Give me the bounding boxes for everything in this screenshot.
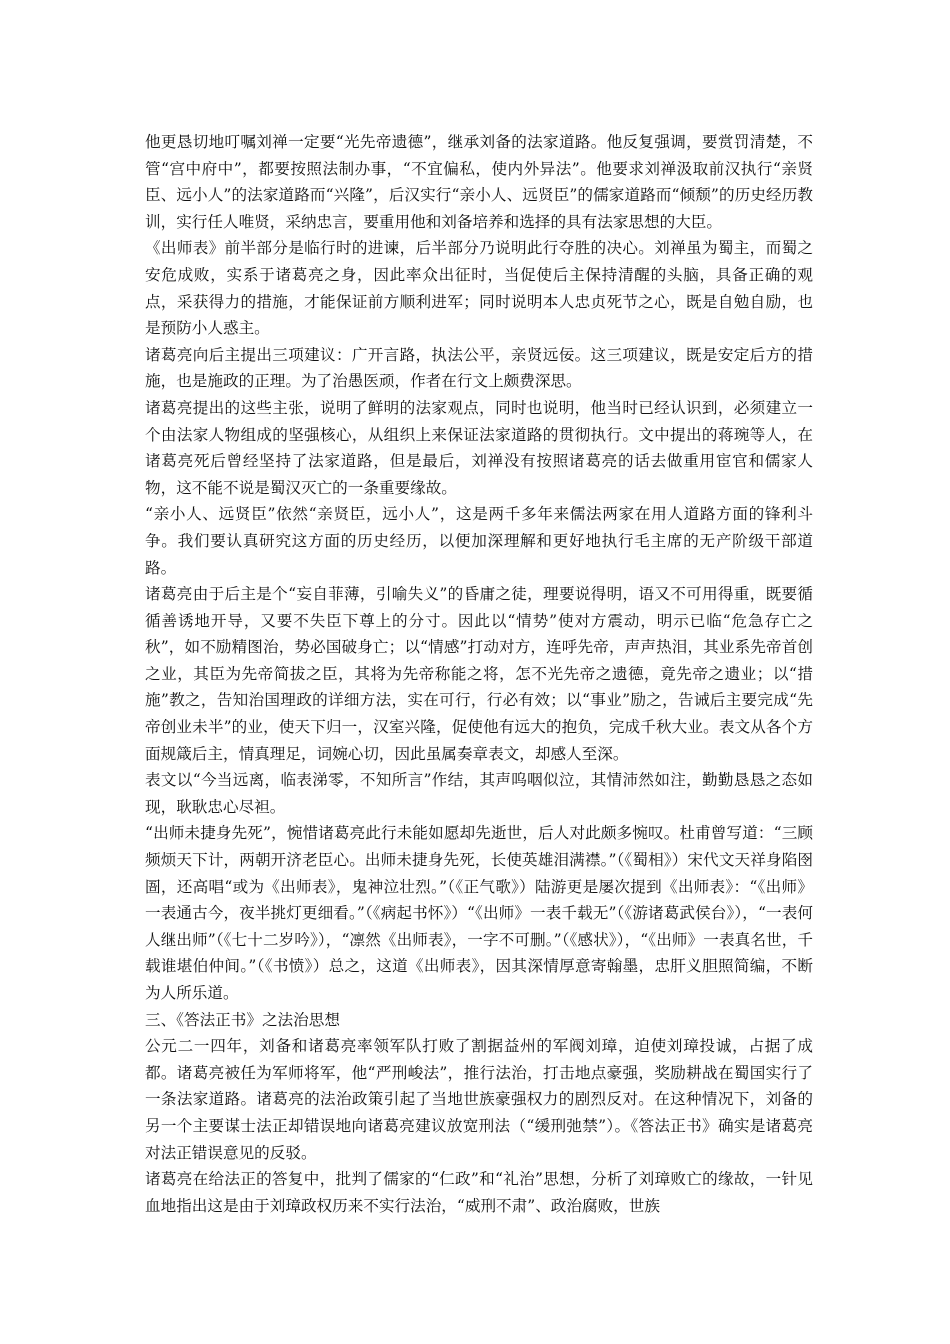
paragraph-7: 表文以“今当远离，临表涕零，不知所言”作结，其声呜咽似泣，其情沛然如注，勤勤恳恳之态如现，耿耿忠心尽袒。 xyxy=(145,771,813,816)
paragraph-1: 他更恳切地叮嘱刘禅一定要“光先帝遗德”，继承刘备的法家道路。他反复强调，要赏罚清楚，不管“宫中府中”，都要按照法制办事，“不宜偏私，使内外异法”。他要求刘禅汲取前汉执行“亲贤臣、远小人”的法家道路而“兴隆”，后汉实行“亲小人、远贤臣”的儒家道路而“倾颓”的历史经历教训，实行任人唯贤，采纳忠言，要重用他和刘备培养和选择的具有法家思想的大臣。 xyxy=(145,133,813,231)
paragraph-4: 诸葛亮提出的这些主张，说明了鲜明的法家观点，同时也说明，他当时已经认识到，必须建立一个由法家人物组成的坚强核心，从组织上来保证法家道路的贯彻执行。文中提出的蒋琬等人，在诸葛亮死后曾经坚持了法家道路，但是最后，刘禅没有按照诸葛亮的话去做重用宦官和儒家人物，这不能不说是蜀汉灭亡的一条重要缘故。 xyxy=(145,398,813,497)
paragraph-3: 诸葛亮向后主提出三项建议：广开言路，执法公平，亲贤远佞。这三项建议，既是安定后方的措施，也是施政的正理。为了治愚医顽，作者在行文上颇费深思。 xyxy=(145,345,813,391)
paragraph-6: 诸葛亮由于后主是个“妄自菲薄，引喻失义”的昏庸之徒，理要说得明，语又不可用得重，既要循循善诱地开导，又要不失臣下尊上的分寸。因此以“情势”使对方震动，明示已临“危急存亡之秋”，如不励精图治，势必国破身亡；以“情感”打动对方，连呼先帝，声声热泪，其业系先帝首创之业，其臣为先帝简拔之臣，其将为先帝称能之将，怎不光先帝之遗德，竟先帝之遗业；以“措施”教之，告知治国理政的详细方法，实在可行，行必有效；以“事业”励之，告诫后主要完成“先帝创业未半”的业，使天下归一，汉室兴隆，促使他有远大的抱负，完成千秋大业。表文从各个方面规箴后主，情真理足，词婉心切，因此虽属奏章表文，却感人至深。 xyxy=(145,585,813,763)
paragraph-8: “出师未捷身先死”，惋惜诸葛亮此行未能如愿却先逝世，后人对此颇多惋叹。杜甫曾写道：“三顾频烦天下计，两朝开济老臣心。出师未捷身先死，长使英雄泪满襟。”（《蜀相》）宋代文天祥身陷囹圄，还高唱“或为《出师表》，鬼神泣壮烈。”（《正气歌》）陆游更是屡次提到《出师表》：“《出师》一表通古今，夜半挑灯更细看。”（《病起书怀》）“《出师》一表千载无”（《游诸葛武侯台》），“一表何人继出师”（《七十二岁吟》），“凛然《出师表》，一字不可删。”（《感状》），“《出师》一表真名世，千载谁堪伯仲间。”（《书愤》）总之，这道《出师表》，因其深情厚意寄翰墨，忠肝义胆照简编，不断为人所乐道。 xyxy=(145,824,813,1002)
section-heading: 三、《答法正书》之法治思想 xyxy=(145,1010,340,1029)
document-body xyxy=(145,129,813,1219)
paragraph-9: 公元二一四年，刘备和诸葛亮率领军队打败了割据益州的军阀刘璋，迫使刘璋投诚，占据了成都。诸葛亮被任为军师将军，他“严刑峻法”，推行法治，打击地点豪强，奖励耕战在蜀国实行了一条法家道路。诸葛亮的法治政策引起了当地世族豪强权力的剧烈反对。在这种情况下，刘备的另一个主要谋士法正却错误地向诸葛亮建议放宽刑法（“缓刑弛禁”）。《答法正书》确实是诸葛亮对法正错误意见的反驳。 xyxy=(145,1037,813,1162)
paragraph-10: 诸葛亮在给法正的答复中，批判了儒家的“仁政”和“礼治”思想，分析了刘璋败亡的缘故，一针见血地指出这是由于刘璋政权历来不实行法治，“威刑不肃”、政治腐败，世族 xyxy=(145,1170,813,1215)
paragraph-2: 《出师表》前半部分是临行时的进谏，后半部分乃说明此行夺胜的决心。刘禅虽为蜀主，而蜀之安危成败，实系于诸葛亮之身，因此率众出征时，当促使后主保持清醒的头脑，具备正确的观点，采获得力的措施，才能保证前方顺利进军；同时说明本人忠贞死节之心，既是自勉自励，也是预防小人惑主。 xyxy=(145,239,813,338)
paragraph-5: “亲小人、远贤臣”依然“亲贤臣，远小人”，这是两千多年来儒法两家在用人道路方面的锋利斗争。我们要认真研究这方面的历史经历，以便加深理解和更好地执行毛主席的无产阶级干部道路。 xyxy=(145,505,813,577)
